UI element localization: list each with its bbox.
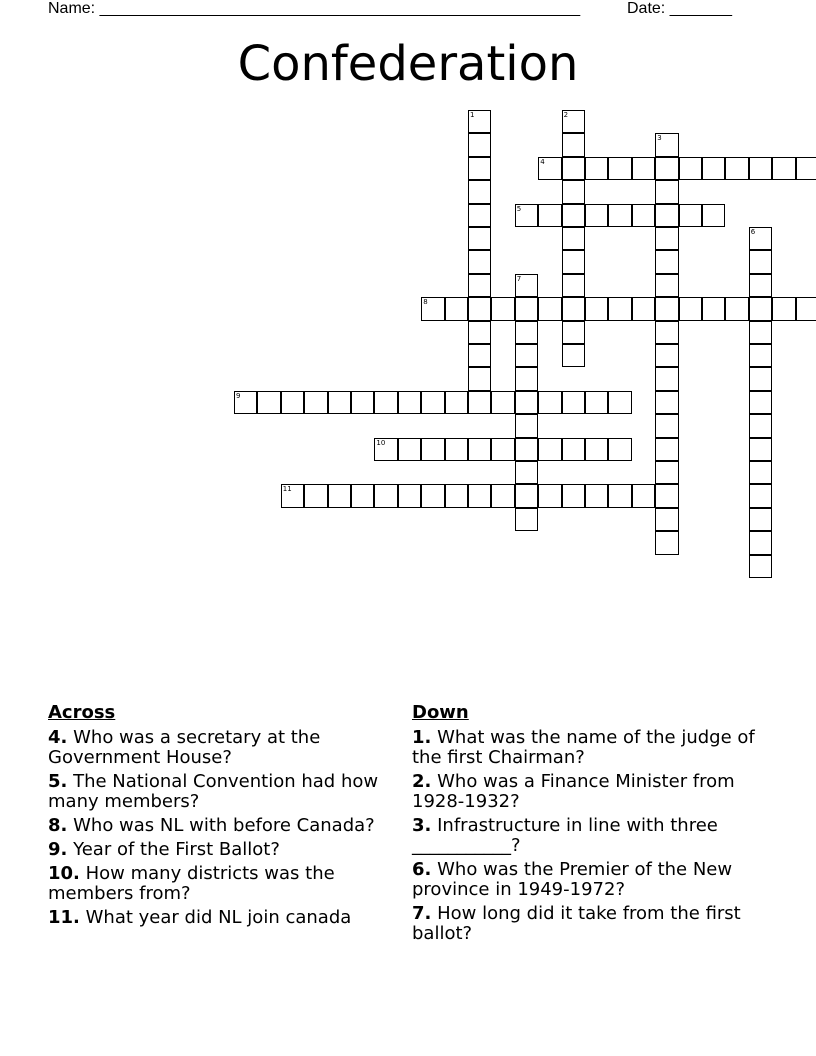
grid-cell[interactable]: [257, 391, 280, 414]
grid-cell[interactable]: [468, 204, 491, 227]
grid-cell[interactable]: [374, 438, 397, 461]
across-heading: Across: [48, 702, 116, 723]
grid-cell[interactable]: [351, 391, 374, 414]
grid-cell[interactable]: [562, 484, 585, 507]
clue-text: Who was a Finance Minister from 1928-1932?: [412, 771, 735, 812]
grid-cell[interactable]: [585, 484, 608, 507]
grid-cell[interactable]: [491, 438, 514, 461]
grid-cell[interactable]: [608, 438, 631, 461]
grid-cell[interactable]: [538, 157, 561, 180]
grid-cell[interactable]: [749, 274, 772, 297]
grid-cell[interactable]: [328, 391, 351, 414]
grid-cell[interactable]: [468, 367, 491, 390]
clue-text: Who was NL with before Canada?: [73, 815, 375, 836]
down-clue: [412, 772, 767, 812]
grid-cell[interactable]: [468, 250, 491, 273]
across-clue: [48, 816, 393, 836]
grid-cell[interactable]: [374, 484, 397, 507]
grid-cell[interactable]: [749, 391, 772, 414]
clue-number-label: 4.: [48, 727, 68, 748]
clue-number: 3: [657, 134, 662, 143]
clue-text: What was the name of the judge of the first Chairman?: [412, 727, 755, 768]
grid-cell[interactable]: [562, 133, 585, 156]
grid-cell[interactable]: [491, 391, 514, 414]
grid-cell[interactable]: [515, 274, 538, 297]
grid-cell[interactable]: [749, 555, 772, 578]
grid-cell[interactable]: [608, 484, 631, 507]
grid-cell[interactable]: [655, 531, 678, 554]
grid-cell[interactable]: [655, 508, 678, 531]
clue-text: What year did NL join canada: [85, 907, 352, 928]
clue-text: How long did it take from the first ballot?: [412, 903, 741, 944]
grid-cell[interactable]: [328, 484, 351, 507]
clue-number-label: 11.: [48, 907, 80, 928]
grid-cell[interactable]: [585, 438, 608, 461]
grid-cell[interactable]: [398, 391, 421, 414]
grid-cell[interactable]: [679, 297, 702, 320]
grid-cell[interactable]: [749, 461, 772, 484]
grid-cell[interactable]: [562, 321, 585, 344]
grid-cell[interactable]: [702, 204, 725, 227]
across-clues: [48, 703, 393, 932]
clue-text: Infrastructure in line with three ___________?: [412, 815, 718, 856]
clue-number: 6: [750, 228, 756, 236]
grid-cell[interactable]: [421, 484, 444, 507]
grid-cell[interactable]: [655, 414, 678, 437]
across-clue-list: [48, 728, 393, 928]
grid-cell[interactable]: [749, 157, 772, 180]
across-clue: [48, 864, 393, 904]
down-heading: Down: [412, 702, 469, 723]
grid-cell[interactable]: [421, 297, 444, 320]
grid-cell[interactable]: [655, 321, 678, 344]
grid-cell[interactable]: [749, 227, 772, 250]
grid-cell[interactable]: [281, 484, 304, 507]
clue-number: 9: [236, 391, 241, 400]
grid-cell[interactable]: [515, 344, 538, 367]
grid-cell[interactable]: [772, 157, 795, 180]
grid-cell[interactable]: [468, 438, 491, 461]
down-clue: [412, 816, 767, 856]
grid-cell[interactable]: [398, 484, 421, 507]
grid-cell[interactable]: [608, 157, 631, 180]
grid-cell[interactable]: [374, 391, 397, 414]
grid-cell[interactable]: [515, 367, 538, 390]
grid-cell[interactable]: [749, 250, 772, 273]
grid-cell[interactable]: [749, 438, 772, 461]
grid-cell[interactable]: [655, 133, 678, 156]
across-clue: [48, 728, 393, 768]
page-title: Confederation: [237, 36, 579, 92]
grid-cell[interactable]: [749, 414, 772, 437]
grid-cell[interactable]: [608, 297, 631, 320]
clue-number-label: 10.: [48, 863, 80, 884]
clue-number: 1: [470, 111, 475, 119]
grid-cell[interactable]: [538, 484, 561, 507]
grid-cell[interactable]: [421, 391, 444, 414]
grid-cell[interactable]: [468, 227, 491, 250]
down-clue: [412, 860, 767, 900]
clue-number: 11: [282, 485, 292, 494]
clue-number: 7: [516, 274, 522, 283]
grid-cell[interactable]: [445, 484, 468, 507]
clue-number-label: 9.: [48, 839, 68, 860]
grid-cell[interactable]: [749, 484, 772, 507]
grid-cell[interactable]: [562, 180, 585, 203]
clue-text: Year of the First Ballot?: [73, 839, 280, 860]
grid-cell[interactable]: [562, 227, 585, 250]
grid-cell[interactable]: [468, 274, 491, 297]
grid-cell[interactable]: [398, 438, 421, 461]
grid-cell[interactable]: [468, 391, 491, 414]
clue-text: The National Convention had how many members?: [48, 771, 379, 812]
grid-cell[interactable]: [655, 438, 678, 461]
grid-cell[interactable]: [562, 274, 585, 297]
grid-cell[interactable]: [351, 484, 374, 507]
clue-number: 5: [516, 204, 522, 213]
clue-number-label: 6.: [412, 859, 432, 880]
grid-cell[interactable]: [468, 133, 491, 156]
grid-cell[interactable]: [515, 204, 538, 227]
grid-cell[interactable]: [468, 157, 491, 180]
grid-cell[interactable]: [608, 391, 631, 414]
grid-cell[interactable]: [725, 297, 748, 320]
grid-cell[interactable]: [538, 391, 561, 414]
grid-cell[interactable]: [632, 204, 655, 227]
grid-cell[interactable]: [234, 391, 257, 414]
grid-cell[interactable]: [468, 484, 491, 507]
grid-cell[interactable]: [515, 297, 538, 320]
grid-cell[interactable]: [562, 250, 585, 273]
grid-cell[interactable]: [585, 204, 608, 227]
grid-cell[interactable]: [445, 297, 468, 320]
grid-cell[interactable]: [655, 484, 678, 507]
clue-number-label: 3.: [412, 815, 432, 836]
grid-cell[interactable]: [515, 438, 538, 461]
down-clues: [412, 703, 767, 948]
grid-cell[interactable]: [679, 157, 702, 180]
grid-cell[interactable]: [515, 461, 538, 484]
grid-cell[interactable]: [796, 157, 816, 180]
grid-cell[interactable]: [515, 414, 538, 437]
grid-cell[interactable]: [562, 344, 585, 367]
grid-cell[interactable]: [655, 227, 678, 250]
grid-cell[interactable]: [655, 250, 678, 273]
clue-number: 2: [563, 111, 569, 119]
grid-cell[interactable]: [608, 204, 631, 227]
grid-cell[interactable]: [749, 531, 772, 554]
grid-cell[interactable]: [655, 204, 678, 227]
grid-cell[interactable]: [468, 344, 491, 367]
clue-number-label: 2.: [412, 771, 432, 792]
date-field: Date: _______: [627, 0, 732, 17]
clue-text: Who was a secretary at the Government House?: [48, 727, 321, 768]
grid-cell[interactable]: [515, 391, 538, 414]
grid-cell[interactable]: [655, 391, 678, 414]
name-field: Name: ______________________________________________________: [48, 0, 581, 17]
grid-cell[interactable]: [772, 297, 795, 320]
grid-cell[interactable]: [702, 157, 725, 180]
grid-cell[interactable]: [538, 204, 561, 227]
grid-cell[interactable]: [749, 508, 772, 531]
grid-cell[interactable]: [515, 508, 538, 531]
grid-cell[interactable]: [702, 297, 725, 320]
grid-cell[interactable]: [632, 157, 655, 180]
grid-cell[interactable]: [445, 438, 468, 461]
clue-number-label: 1.: [412, 727, 432, 748]
grid-cell[interactable]: [468, 321, 491, 344]
grid-cell[interactable]: [655, 180, 678, 203]
grid-cell[interactable]: [491, 484, 514, 507]
grid-cell[interactable]: [655, 297, 678, 320]
clue-number-label: 7.: [412, 903, 432, 924]
grid-cell[interactable]: [655, 344, 678, 367]
grid-cell[interactable]: [679, 204, 702, 227]
grid-cell[interactable]: [562, 297, 585, 320]
grid-cell[interactable]: [304, 391, 327, 414]
grid-cell[interactable]: [562, 438, 585, 461]
grid-cell[interactable]: [281, 391, 304, 414]
grid-cell[interactable]: [515, 321, 538, 344]
down-clue-list: [412, 728, 767, 944]
clue-text: How many districts was the members from?: [48, 863, 335, 904]
grid-cell[interactable]: [749, 367, 772, 390]
across-clue: [48, 840, 393, 860]
grid-cell[interactable]: [655, 367, 678, 390]
grid-cell[interactable]: [538, 438, 561, 461]
grid-cell[interactable]: [655, 274, 678, 297]
clue-number: 4: [540, 157, 545, 166]
grid-cell[interactable]: [515, 484, 538, 507]
grid-cell[interactable]: [468, 110, 491, 133]
grid-cell[interactable]: [445, 391, 468, 414]
grid-cell[interactable]: [749, 344, 772, 367]
across-clue: [48, 908, 393, 928]
down-clue: [412, 904, 767, 944]
grid-cell[interactable]: [562, 391, 585, 414]
down-clue: [412, 728, 767, 768]
grid-cell[interactable]: [632, 297, 655, 320]
grid-cell[interactable]: [725, 157, 748, 180]
grid-cell[interactable]: [749, 321, 772, 344]
grid-cell[interactable]: [655, 157, 678, 180]
grid-cell[interactable]: [585, 391, 608, 414]
grid-cell[interactable]: [468, 297, 491, 320]
grid-cell[interactable]: [562, 110, 585, 133]
grid-cell[interactable]: [632, 484, 655, 507]
grid-cell[interactable]: [562, 157, 585, 180]
grid-cell[interactable]: [585, 297, 608, 320]
grid-cell[interactable]: [468, 180, 491, 203]
clue-number: 8: [423, 298, 428, 307]
grid-cell[interactable]: [491, 297, 514, 320]
clue-number: 10: [376, 438, 386, 447]
clue-number-label: 5.: [48, 771, 68, 792]
across-clue: [48, 772, 393, 812]
clue-text: Who was the Premier of the New province in 1949-1972?: [412, 859, 733, 900]
grid-cell[interactable]: [304, 484, 327, 507]
grid-cell[interactable]: [421, 438, 444, 461]
clue-number-label: 8.: [48, 815, 68, 836]
grid-cell[interactable]: [796, 297, 816, 320]
grid-cell[interactable]: [585, 157, 608, 180]
grid-cell[interactable]: [538, 297, 561, 320]
grid-cell[interactable]: [749, 297, 772, 320]
grid-cell[interactable]: [655, 461, 678, 484]
grid-cell[interactable]: [562, 204, 585, 227]
